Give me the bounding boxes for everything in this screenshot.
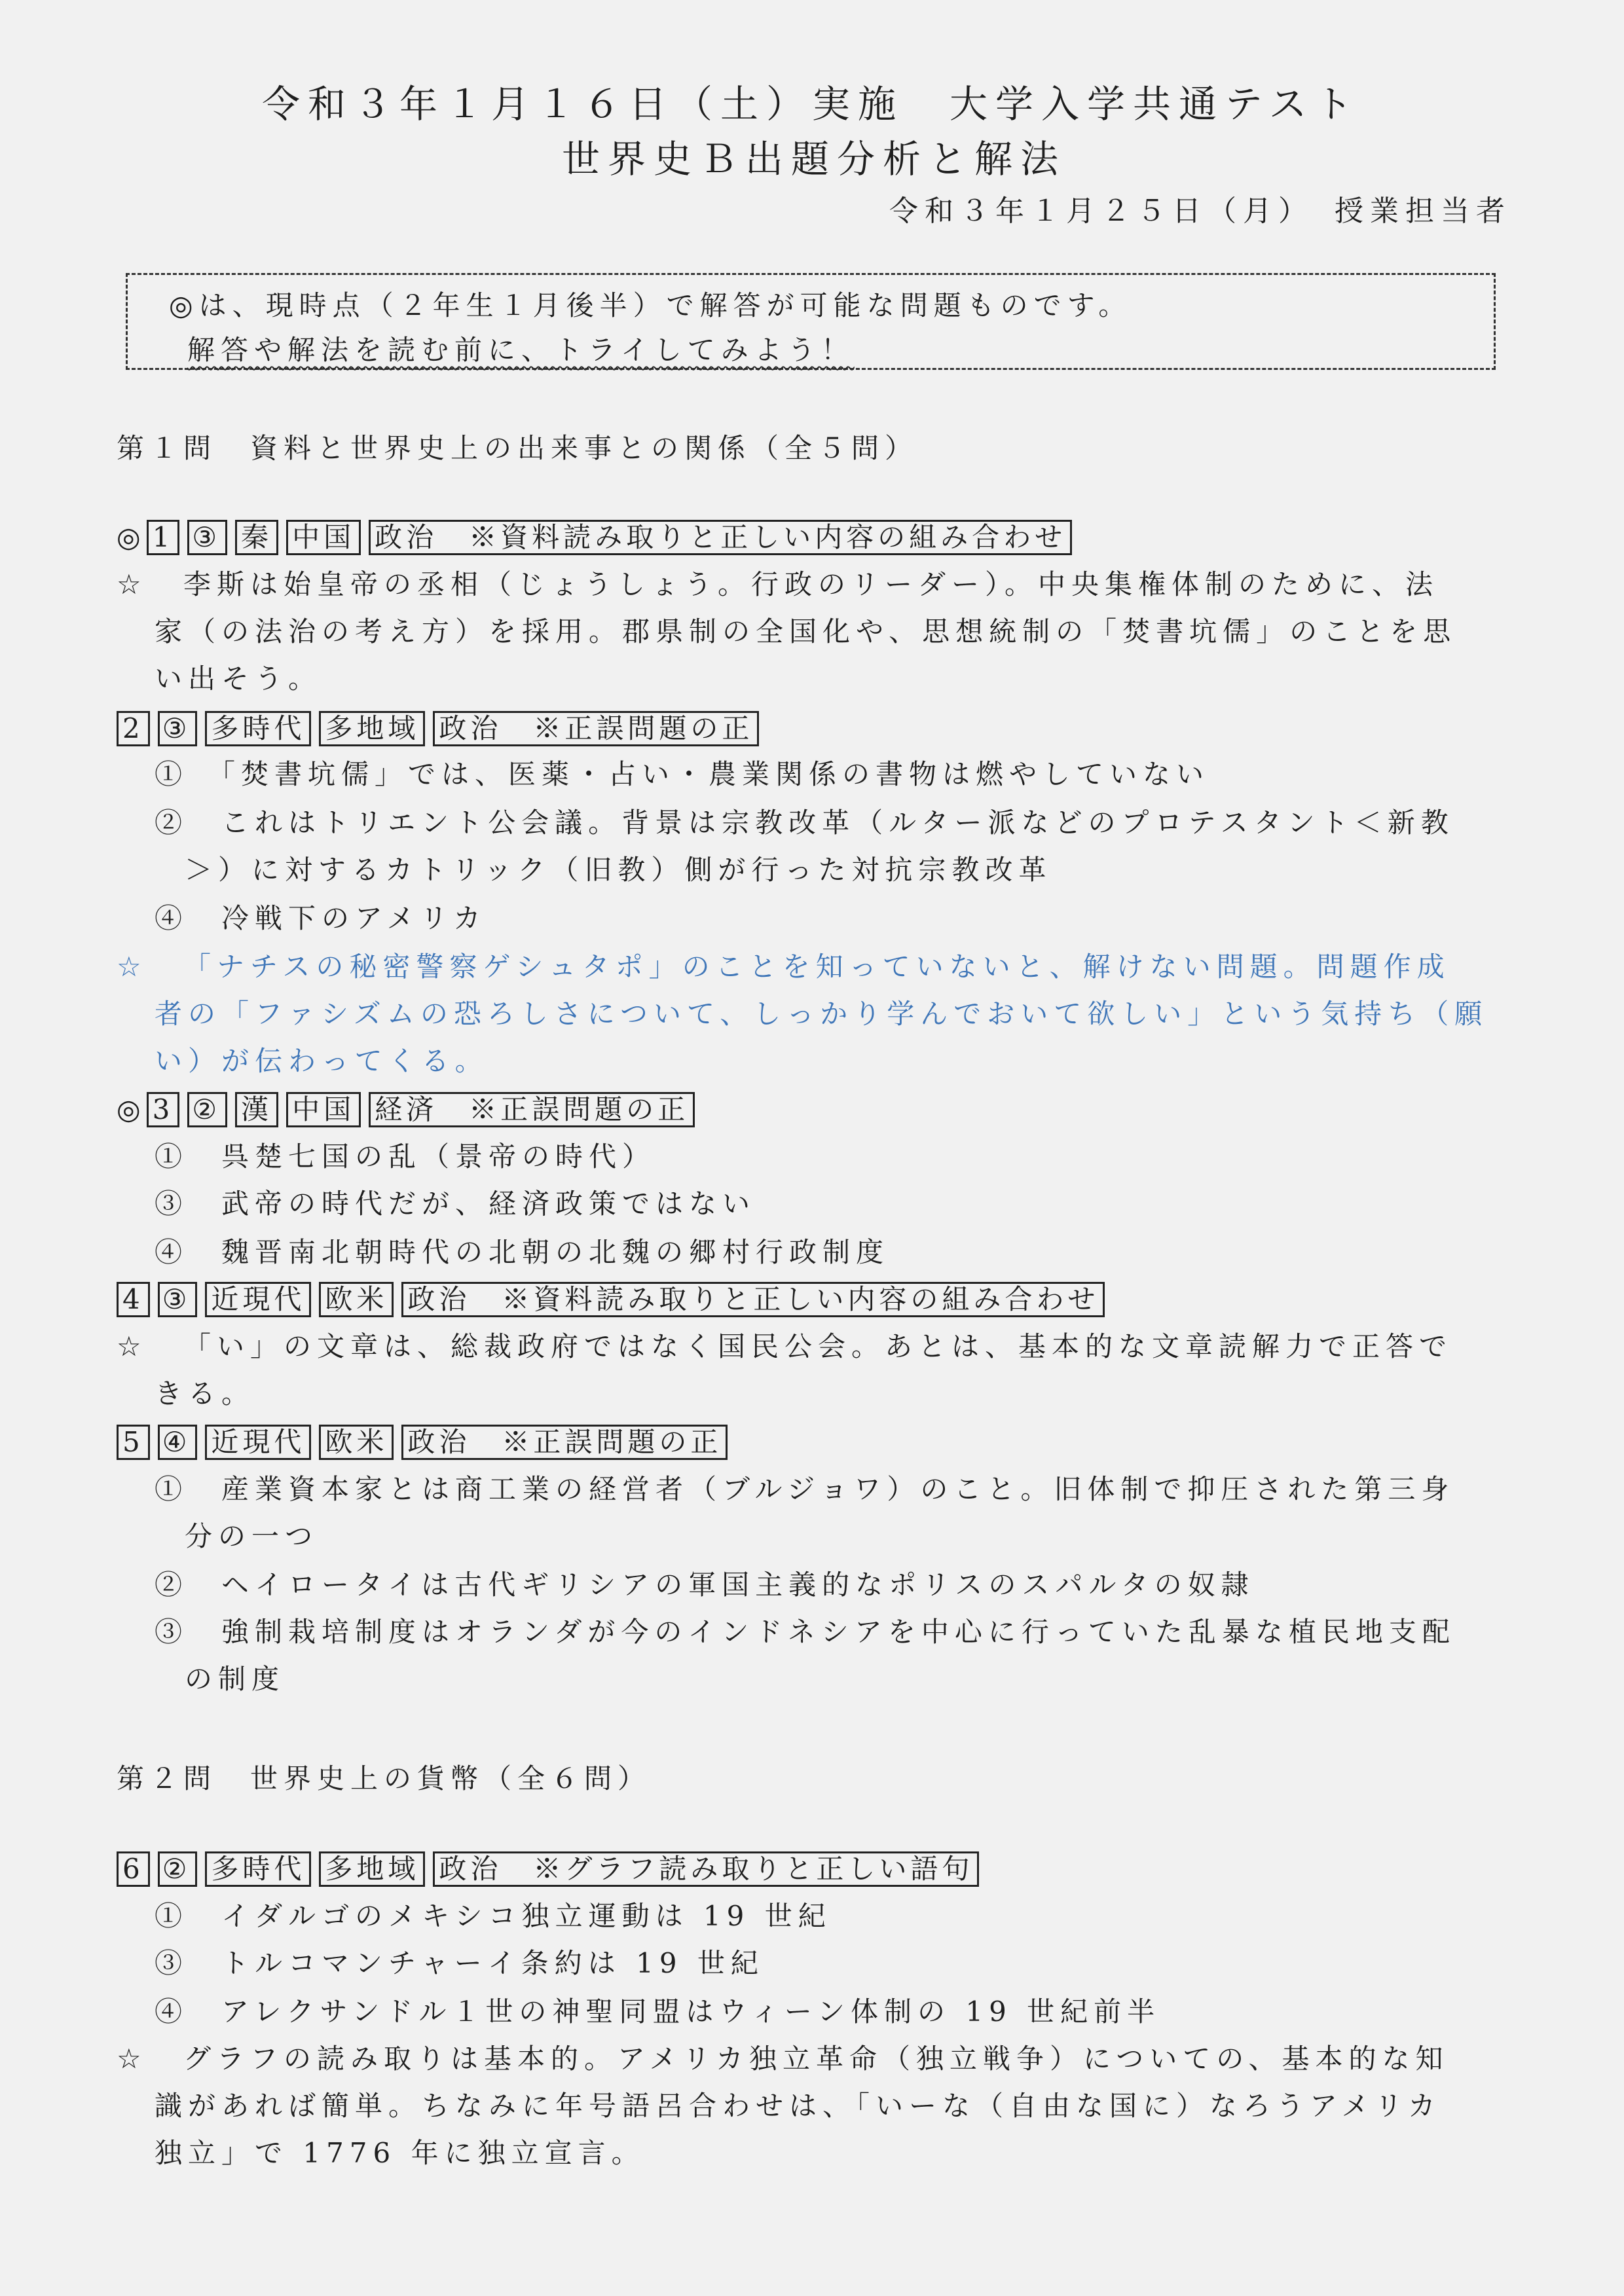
q6-line-3: 独立」で 1776 年に独立宣言。	[155, 2137, 645, 2169]
q2-tag-1: 多時代	[205, 711, 311, 746]
q4-number: 4	[117, 1282, 150, 1317]
q6-tag-3: 政治 ※グラフ読み取りと正しい語句	[433, 1851, 979, 1887]
q6-line-1: グラフの読み取りは基本的。アメリカ独立革命（独立戦争）についての、基本的な知	[183, 2043, 1449, 2075]
q2-header	[117, 711, 767, 746]
q2-item-2: ② これはトリエント公会議。背景は宗教改革（ルター派などのプロテスタント＜新教	[155, 807, 1454, 839]
q3-item-3: ③ 武帝の時代だが、経済政策ではない	[155, 1188, 756, 1220]
q2-tag-2: 多地域	[319, 711, 425, 746]
q5-item-3: ③ 強制栽培制度はオランダが今のインドネシアを中心に行っていた乱暴な植民地支配	[155, 1616, 1456, 1648]
q4-line-2: きる。	[155, 1377, 255, 1410]
q5-item-1: ① 産業資本家とは商工業の経営者（ブルジョワ）のこと。旧体制で抑圧された第三身	[155, 1473, 1455, 1505]
q1-star: ☆	[117, 568, 147, 600]
q6-item-3: ③ トルコマンチャーイ条約は 19 世紀	[155, 1947, 764, 1979]
title-line-1: 令和３年１月１６日（土）実施 大学入学共通テスト	[262, 82, 1361, 126]
q5-item-2: ② ヘイロータイは古代ギリシアの軍国主義的なポリスのスパルタの奴隷	[155, 1569, 1255, 1601]
title-line-2: 世界史Ｂ出題分析と解法	[562, 137, 1067, 181]
q4-tag-2: 欧米	[319, 1282, 394, 1317]
q5-tag-1: 近現代	[205, 1425, 311, 1460]
q3-tag-2: 中国	[286, 1092, 361, 1127]
q1-tag-2: 中国	[286, 520, 361, 555]
q4-tag-1: 近現代	[205, 1282, 311, 1317]
q5-item-1-cont: 分の一つ	[185, 1520, 319, 1552]
q5-tag-2: 欧米	[319, 1425, 394, 1460]
q6-star: ☆	[117, 2043, 147, 2075]
q2-blue-line-1: 「ナチスの秘密警察ゲシュタポ」のことを知っていないと、解けない問題。問題作成	[183, 951, 1450, 983]
q5-number: 5	[117, 1425, 150, 1460]
q2-item-2-cont: ＞）に対するカトリック（旧教）側が行った対抗宗教改革	[185, 854, 1052, 886]
q6-item-1: ① イダルゴのメキシコ独立運動は 19 世紀	[155, 1900, 832, 1932]
q3-number: 3	[147, 1092, 180, 1127]
q1-tag-1: 秦	[235, 520, 278, 555]
section-2-heading: 第２問 世界史上の貨幣（全６問）	[117, 1762, 652, 1795]
q6-tag-1: 多時代	[205, 1851, 311, 1887]
q5-item-3-cont: の制度	[185, 1663, 286, 1695]
q1-line-2: 家（の法治の考え方）を採用。郡県制の全国化や、思想統制の「焚書坑儒」のことを思	[155, 615, 1457, 647]
q1-header	[117, 520, 1080, 555]
q6-header	[117, 1851, 987, 1887]
q4-header	[117, 1282, 1113, 1317]
q4-answer: ③	[158, 1282, 198, 1317]
q3-tag-3: 経済 ※正誤問題の正	[369, 1092, 695, 1127]
q1-mark: ◎	[117, 521, 147, 553]
q2-number: 2	[117, 711, 150, 746]
q3-tag-1: 漢	[235, 1092, 278, 1127]
notice-line-2: 解答や解法を読む前に、トライしてみよう！	[187, 334, 855, 366]
section-1-heading: 第１問 資料と世界史上の出来事との関係（全５問）	[117, 432, 919, 464]
q2-blue-line-2: 者の「ファシズムの恐ろしさについて、しっかり学んでおいて欲しい」という気持ち（願	[155, 998, 1488, 1030]
q6-item-4: ④ アレクサンドル１世の神聖同盟はウィーン体制の 19 世紀前半	[155, 1995, 1161, 2028]
q3-item-1: ① 呉楚七国の乱（景帝の時代）	[155, 1140, 656, 1173]
q6-tag-2: 多地域	[319, 1851, 425, 1887]
q1-line-3: い出そう。	[155, 663, 322, 695]
q3-answer: ②	[187, 1092, 227, 1127]
q6-number: 6	[117, 1851, 150, 1887]
q2-item-1: ① 「焚書坑儒」では、医薬・占い・農業関係の書物は燃やしていない	[155, 758, 1210, 790]
q1-tag-3: 政治 ※資料読み取りと正しい内容の組み合わせ	[369, 520, 1072, 555]
q1-number: 1	[147, 520, 180, 555]
q5-answer: ④	[158, 1425, 198, 1460]
q4-star: ☆	[117, 1330, 147, 1362]
q4-line-1: 「い」の文章は、総裁政府ではなく国民公会。あとは、基本的な文章読解力で正答で	[183, 1330, 1453, 1362]
q3-mark: ◎	[117, 1093, 147, 1125]
q5-tag-3: 政治 ※正誤問題の正	[401, 1425, 728, 1460]
q4-tag-3: 政治 ※資料読み取りと正しい内容の組み合わせ	[401, 1282, 1105, 1317]
date-author: 令和３年１月２５日（月） 授業担当者	[889, 194, 1511, 228]
q3-header	[117, 1092, 703, 1127]
q6-line-2: 識があれば簡単。ちなみに年号語呂合わせは、「いーな（自由な国に）なろうアメリカ	[155, 2090, 1442, 2122]
notice-line-1: ◎は、現時点（２年生１月後半）で解答が可能な問題ものです。	[169, 289, 1132, 321]
q1-line-1: 李斯は始皇帝の丞相（じょうしょう。行政のリーダー）。中央集権体制のために、法	[183, 568, 1439, 600]
q1-answer: ③	[187, 520, 227, 555]
q3-item-4: ④ 魏晋南北朝時代の北朝の北魏の郷村行政制度	[155, 1236, 890, 1268]
q2-blue-line-3: い）が伝わってくる。	[155, 1045, 489, 1077]
q5-header	[117, 1425, 735, 1460]
q2-tag-3: 政治 ※正誤問題の正	[433, 711, 759, 746]
q2-answer: ③	[158, 711, 198, 746]
q2-item-4: ④ 冷戦下のアメリカ	[155, 902, 487, 934]
q2-star: ☆	[117, 951, 147, 983]
q6-answer: ②	[158, 1851, 198, 1887]
